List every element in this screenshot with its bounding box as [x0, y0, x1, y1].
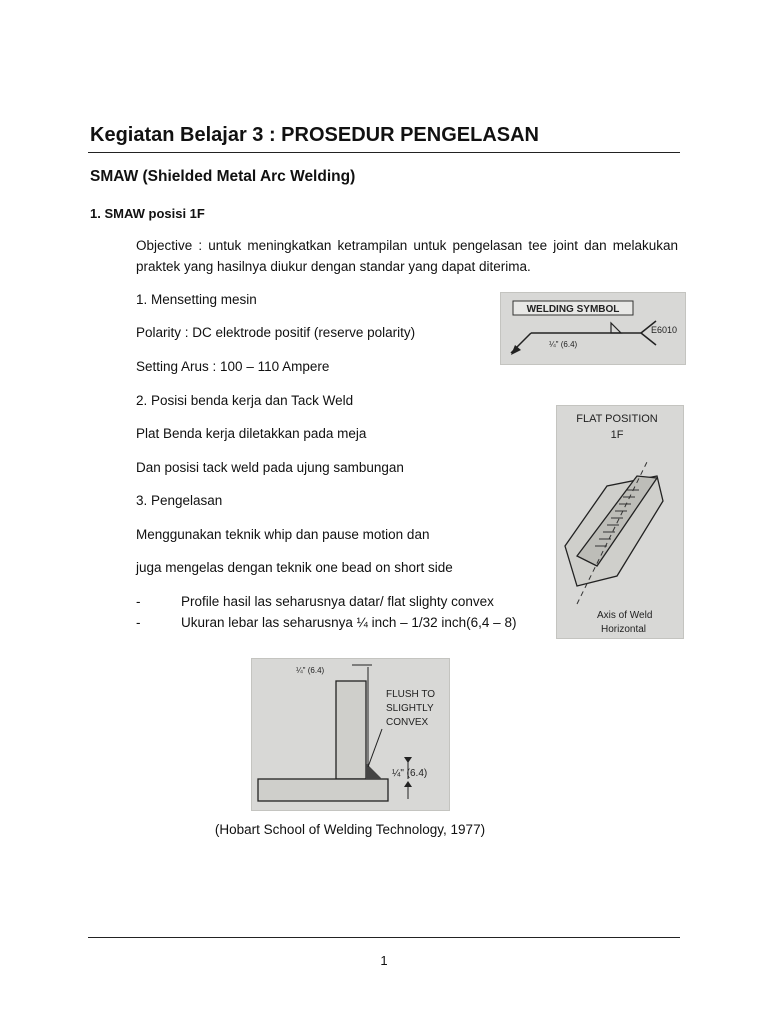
bullet-marker: -	[136, 594, 141, 609]
electrode-label: E6010	[651, 325, 678, 335]
step-line: 3. Pengelasan	[136, 493, 223, 508]
profile-side-dimension: ¼" (6.4)	[392, 768, 428, 779]
flat-position-code: 1F	[610, 429, 624, 441]
subtitle: SMAW (Shielded Metal Arc Welding)	[90, 168, 356, 185]
profile-note-line1: FLUSH TO	[386, 689, 436, 700]
axis-label-line2: Horizontal	[601, 624, 647, 635]
figure-caption: (Hobart School of Welding Technology, 1977)	[214, 822, 486, 837]
footer-divider	[88, 937, 680, 938]
step-line: Setting Arus : 100 – 110 Ampere	[136, 359, 330, 374]
step-line: Plat Benda kerja diletakkan pada meja	[136, 426, 367, 441]
page-title: Kegiatan Belajar 3 : PROSEDUR PENGELASAN	[90, 124, 539, 146]
bullet-text: Ukuran lebar las seharusnya ¼ inch – 1/32 inch(6,4 – 8)	[181, 615, 517, 630]
bullet-marker: -	[136, 615, 141, 630]
step-line: juga mengelas dengan teknik one bead on short side	[136, 560, 453, 575]
axis-label-line1: Axis of Weld	[597, 610, 653, 621]
flat-position-title: FLAT POSITION	[576, 413, 658, 425]
welding-symbol-label: WELDING SYMBOL	[526, 304, 620, 315]
profile-top-dimension: ¼" (6.4)	[296, 666, 325, 675]
step-line: 1. Mensetting mesin	[136, 292, 257, 307]
step-line: 2. Posisi benda kerja dan Tack Weld	[136, 393, 354, 408]
step-line: Dan posisi tack weld pada ujung sambungan	[136, 460, 404, 475]
section-title: 1. SMAW posisi 1F	[90, 206, 205, 221]
flat-position-figure	[556, 405, 684, 639]
weld-size-label: ¼" (6.4)	[549, 340, 578, 349]
page-number: 1	[380, 953, 388, 968]
profile-note-line3: CONVEX	[386, 717, 429, 728]
bullet-text: Profile hasil las seharusnya datar/ flat slighty convex	[181, 594, 494, 609]
step-line: Polarity : DC elektrode positif (reserve polarity)	[136, 325, 416, 340]
profile-note-line2: SLIGHTLY	[386, 703, 434, 714]
step-line: Menggunakan teknik whip dan pause motion dan	[136, 527, 430, 542]
title-divider	[88, 152, 680, 153]
objective-paragraph: Objective : untuk meningkatkan ketrampilan untuk pengelasan tee joint dan melakukan praktek yang hasilnya diukur dengan standar yang dapat diterima.	[136, 238, 678, 274]
welding-symbol-figure	[500, 292, 686, 365]
weld-profile-figure	[251, 658, 450, 811]
